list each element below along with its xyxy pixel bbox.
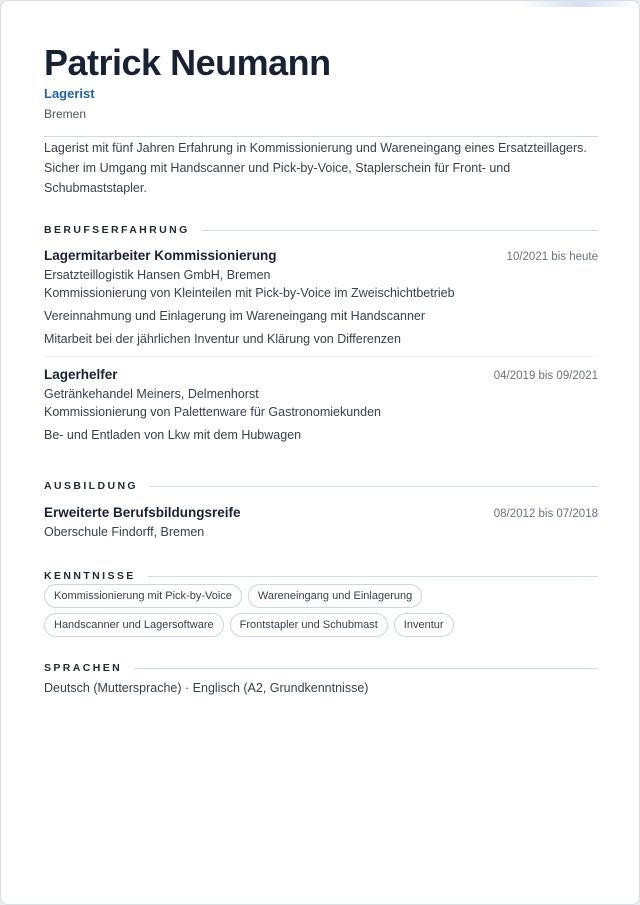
section-rule (150, 486, 598, 487)
job-bullet: Vereinnahmung und Einlagerung im Wareneingang mit Handscanner (44, 309, 426, 323)
education-entry-head (44, 504, 598, 522)
job-title: Lagerhelfer (44, 367, 118, 382)
page-glow (519, 1, 639, 7)
job-bullet: Mitarbeit bei der jährlichen Inventur und Klärung von Differenzen (44, 332, 401, 346)
job-bullet: Kommissionierung von Kleinteilen mit Pick-by-Voice im Zweischichtbetrieb (44, 286, 455, 300)
job-bullet: Kommissionierung von Palettenware für Gastronomiekunden (44, 405, 381, 419)
experience-heading-label: BERUFSERFAHRUNG (44, 224, 190, 236)
job-bullet: Be- und Entladen von Lkw mit dem Hubwagen (44, 428, 302, 442)
languages-text: Deutsch (Muttersprache) · Englisch (A2, Grundkenntnisse) (44, 681, 369, 695)
resume-content (44, 43, 598, 697)
job-company: Ersatzteillogistik Hansen GmbH, Bremen (44, 268, 271, 282)
section-rule (202, 230, 598, 231)
experience-heading (44, 223, 598, 237)
languages-heading (44, 661, 598, 675)
skills-heading-label: KENNTNISSE (44, 570, 136, 582)
person-name: Patrick Neumann (44, 42, 331, 83)
education-date: 08/2012 bis 07/2018 (493, 508, 598, 520)
job-entry (44, 366, 598, 444)
education-title: Erweiterte Berufsbildungsreife (44, 505, 241, 520)
experience-section (44, 223, 598, 444)
job-date: 10/2021 bis heute (506, 251, 598, 263)
job-role: Lagerist (44, 86, 95, 101)
education-heading-label: AUSBILDUNG (44, 480, 138, 492)
job-entry-head (44, 366, 598, 384)
job-entry-head (44, 247, 598, 265)
job-company: Getränkehandel Meiners, Delmenhorst (44, 387, 259, 401)
education-heading (44, 479, 598, 493)
job-title: Lagermitarbeiter Kommissionierung (44, 248, 277, 263)
skills-heading (44, 569, 598, 583)
skill-chip: Wareneingang und Einlagerung (248, 584, 422, 608)
job-entry (44, 247, 598, 348)
education-section (44, 479, 598, 541)
header (44, 43, 598, 198)
languages-section (44, 661, 598, 697)
section-rule (134, 668, 598, 669)
skill-chip: Handscanner und Lagersoftware (44, 613, 224, 637)
education-entry (44, 504, 598, 541)
skill-chip: Frontstapler und Schubmast (230, 613, 388, 637)
skill-chip: Kommissionierung mit Pick-by-Voice (44, 584, 242, 608)
location: Bremen (44, 107, 87, 121)
skill-chip: Inventur (394, 613, 454, 637)
section-rule (148, 576, 598, 577)
job-date: 04/2019 bis 09/2021 (493, 370, 598, 382)
skills-list (44, 584, 598, 637)
education-school: Oberschule Findorff, Bremen (44, 525, 205, 539)
languages-heading-label: SPRACHEN (44, 662, 123, 674)
entry-separator (44, 356, 598, 357)
summary: Lagerist mit fünf Jahren Erfahrung in Kommissionierung und Wareneingang eines Ersatzteillagers. Sicher im Umgang mit Handscanner und Pick-by-Voice, Staplerschein für Front- und Schubmaststapler. (44, 136, 598, 198)
skills-section (44, 569, 598, 637)
